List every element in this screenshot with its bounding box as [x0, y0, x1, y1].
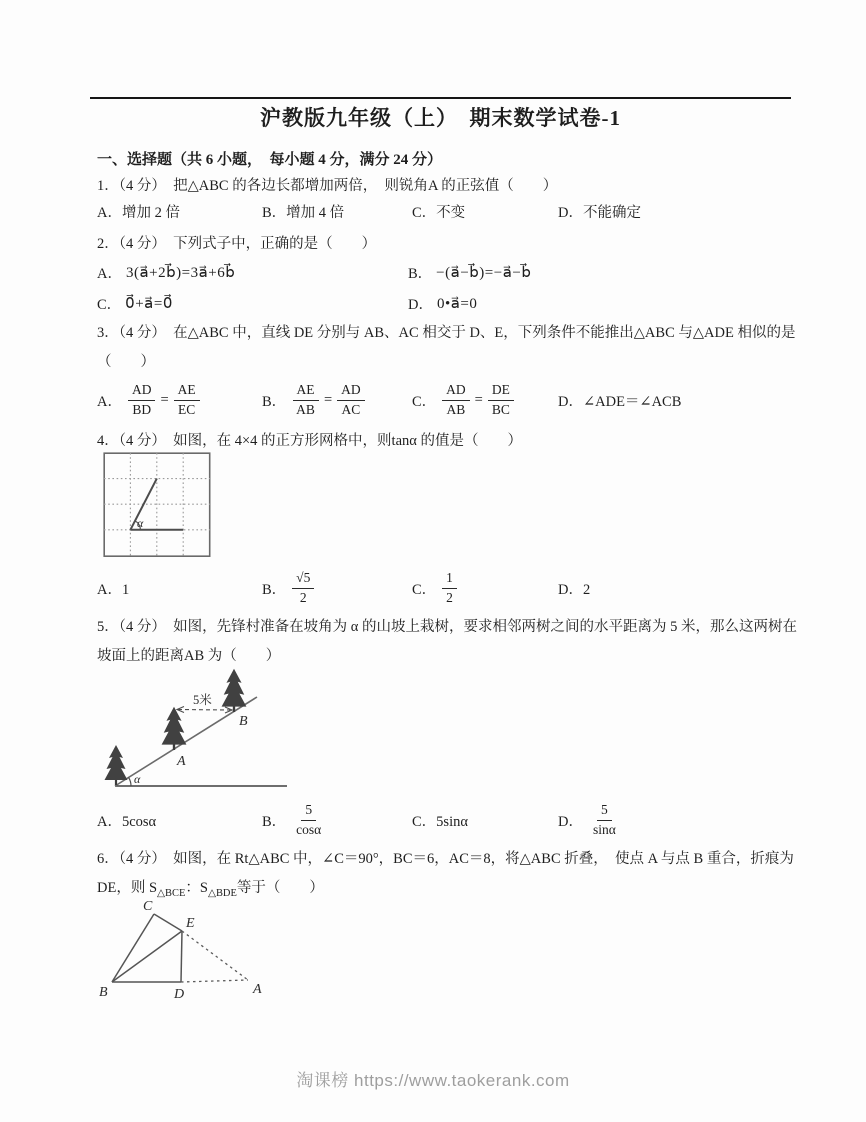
section-heading: 一、选择题（共 6 小题， 每小题 4 分，满分 24 分）: [97, 152, 443, 168]
page-title: 沪教版九年级（上） 期末数学试卷-1: [260, 106, 621, 130]
q1-options: [97, 201, 803, 222]
q5-angle-label: α: [134, 772, 141, 786]
q2-text: 2．（4 分） 下列式子中，正确的是（ ）: [97, 236, 377, 252]
q6-text: 6．（4 分） 如图，在 Rt△ABC 中，∠C＝90°，BC＝6，AC＝8，将△ABC 折叠， 使点 A 与点 B 重合，折痕为 DE，则 $S_{\triangle BCE}$：$S_{\triangle BDE}$等于（ ）: [97, 851, 794, 899]
fold-dashed-edges: [181, 931, 248, 982]
fraction: $\frac{AE}{EC}$: [174, 382, 200, 417]
distance-dashed-line: [177, 707, 232, 714]
q6-triangle-figure: [95, 897, 290, 1009]
q5-option-a: A．5cosα: [97, 813, 157, 830]
q4-text: 4．（4 分） 如图，在 4×4 的正方形网格中，则tanα 的值是（ ）: [97, 433, 522, 449]
fraction: $\frac{5}{\cos\alpha}$: [296, 802, 322, 837]
q6-area-subscript-2: △BDE: [207, 887, 237, 899]
q2-formula-c: 0⃗+a⃗=0⃗: [125, 296, 173, 312]
q2-option-d: D． 0•a⃗=0: [408, 296, 478, 313]
triangle-solid-edges: [112, 914, 182, 982]
q3-option-a: A． $\frac{AD}{BD}$ = $\frac{AE}{EC}$: [97, 382, 262, 417]
q4-option-d: D．2: [558, 581, 591, 598]
q1-option-b: B．增加 4 倍: [262, 205, 345, 221]
q1-option-c: C．不变: [412, 205, 466, 221]
fraction: $\frac{AD}{AB}$: [442, 382, 470, 417]
q3-text: 3．（4 分） 在△ABC 中，直线 DE 分别与 AB、AC 相交于 D、E，下列条件不能推出△ABC 与△ADE 相似的是（ ）: [97, 325, 796, 370]
q4-angle-label: α: [137, 516, 144, 530]
angle-arc: [129, 777, 132, 786]
header-rule: [90, 97, 791, 99]
q5-option-c: C．5sinα: [412, 813, 468, 830]
q2-formula-b: −(a⃗−b⃗)=−a⃗−b⃗: [436, 265, 532, 281]
q4-option-a: A．1: [97, 581, 130, 598]
q6-label-e: E: [186, 916, 195, 931]
q4-option-b: B． $\frac{√5}{2}$: [262, 570, 412, 605]
q1-text: 1．（4 分） 把△ABC 的各边长都增加两倍， 则锐角A 的正弦值（ ）: [97, 178, 558, 194]
q6-label-a: A: [253, 982, 262, 997]
q4-grid-figure: [103, 452, 211, 558]
q5-point-a-label: A: [177, 754, 186, 769]
q2-option-b: B． −(a⃗−b⃗)=−a⃗−b⃗: [408, 265, 532, 282]
footer-watermark: 淘课榜 https://www.taokerank.com: [296, 1071, 570, 1090]
fraction: $\frac{5}{\sin\alpha}$: [592, 802, 616, 837]
q5-option-d: D． $\frac{5}{\sin\alpha}$: [558, 802, 803, 837]
q1-option-a: A．增加 2 倍: [97, 205, 180, 221]
q5-options: [97, 797, 803, 843]
q3-option-b: B． $\frac{AE}{AB}$ = $\frac{AD}{AC}$: [262, 382, 412, 417]
q2-options-row2: [97, 288, 803, 319]
q3-options: [97, 377, 803, 423]
grid-dotted-lines: [104, 453, 210, 556]
fraction: $\frac{AE}{AB}$: [292, 382, 319, 417]
q3-option-c: C． $\frac{AD}{AB}$ = $\frac{DE}{BC}$: [412, 382, 558, 417]
fraction: $\frac{AD}{BD}$: [128, 382, 156, 417]
fraction: $\frac{√5}{2}$: [292, 570, 314, 605]
q3-option-d: D．∠ADE＝∠ACB: [558, 393, 682, 410]
q5-point-b-label: B: [239, 714, 248, 729]
q4-options: [97, 565, 803, 611]
q6-label-b: B: [99, 985, 108, 1000]
q2-option-a: A． 3(a⃗+2b⃗)=3a⃗+6b⃗: [97, 265, 236, 282]
q2-formula-a: 3(a⃗+2b⃗)=3a⃗+6b⃗: [125, 265, 236, 281]
q6-label-c: C: [143, 899, 153, 914]
fraction: $\frac{DE}{BC}$: [488, 382, 514, 417]
q5-text: 5．（4 分） 如图，先锋村准备在坡角为 α 的山坡上栽树，要求相邻两树之间的水平距离为 5 米，那么这两树在坡面上的距离AB 为（ ）: [97, 619, 797, 664]
tree-icon: [105, 669, 247, 785]
q4-option-c: C． $\frac{1}{2}$: [412, 570, 558, 605]
fraction: $\frac{1}{2}$: [442, 570, 457, 605]
q2-formula-d: 0•a⃗=0: [436, 296, 478, 312]
q5-option-b: B． $\frac{5}{\cos\alpha}$: [262, 802, 412, 837]
q2-options-row1: [97, 257, 803, 288]
q5-slope-figure: [95, 664, 310, 796]
fraction: $\frac{AD}{AC}$: [337, 382, 365, 417]
q1-option-d: D．不能确定: [558, 205, 641, 221]
q6-area-subscript-1: △BCE: [157, 887, 186, 899]
q2-option-c: C． 0⃗+a⃗=0⃗: [97, 296, 173, 313]
q5-distance-label: 5米: [193, 693, 212, 707]
q6-label-d: D: [174, 987, 185, 1002]
